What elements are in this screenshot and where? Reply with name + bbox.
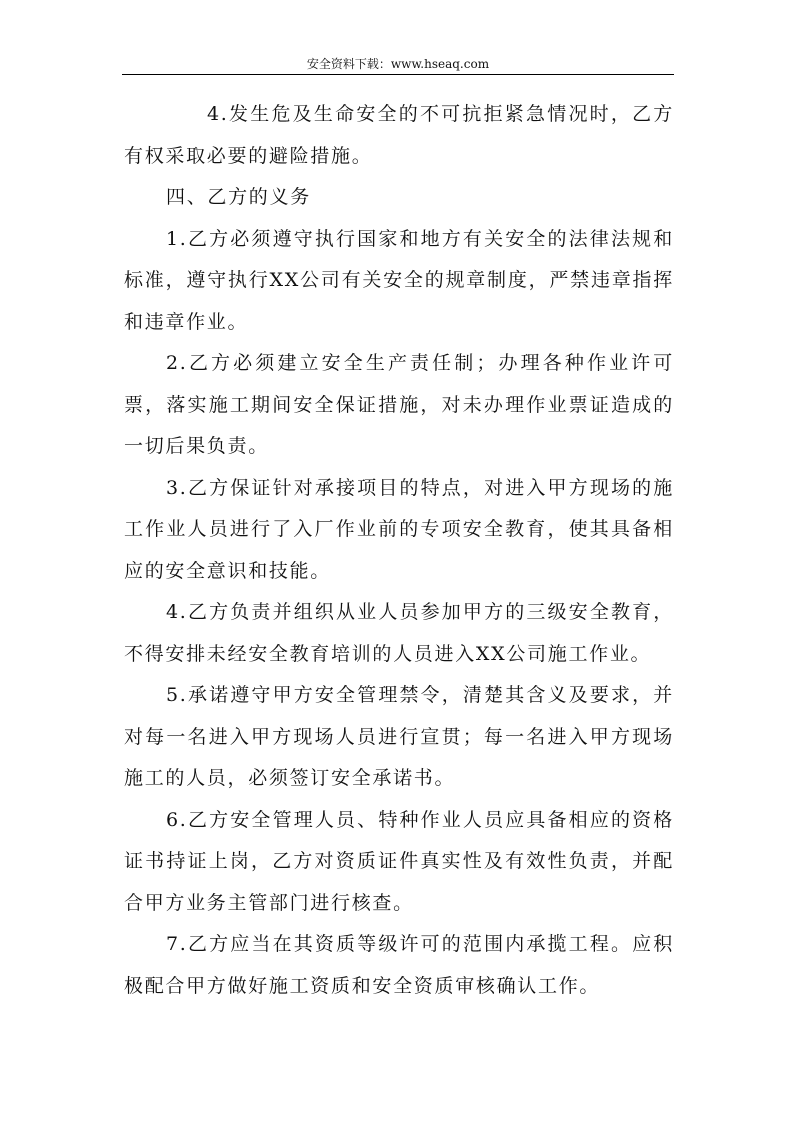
paragraph-b5-safety-commitment: 5.承诺遵守甲方安全管理禁令，清楚其含义及要求，并对每一名进入甲方现场人员进行宣贯；每一名进入甲方现场施工的人员，必须签订安全承诺书。 xyxy=(124,684,674,789)
paragraph-b2-responsibility-system: 2.乙方必须建立安全生产责任制；办理各种作业许可票，落实施工期间安全保证措施，对未办理作业票证造成的一切后果负责。 xyxy=(124,352,674,457)
paragraph-b7-qualification-scope: 7.乙方应当在其资质等级许可的范围内承揽工程。应积极配合甲方做好施工资质和安全资质审核确认工作。 xyxy=(124,933,674,997)
section-heading-party-b-obligations: 四、乙方的义务 xyxy=(166,186,311,208)
header-divider xyxy=(122,74,674,75)
document-body xyxy=(124,94,674,1007)
paragraph-b6-qualification-certificates: 6.乙方安全管理人员、特种作业人员应具备相应的资格证书持证上岗，乙方对资质证件真实性及有效性负责，并配合甲方业务主管部门进行核查。 xyxy=(124,808,674,914)
paragraph-b4-three-level-training: 4.乙方负责并组织从业人员参加甲方的三级安全教育，不得安排未经安全教育培训的人员进入XX公司施工作业。 xyxy=(124,601,674,665)
paragraph-b1-compliance: 1.乙方必须遵守执行国家和地方有关安全的法律法规和标准，遵守执行XX公司有关安全的规章制度，严禁违章指挥和违章作业。 xyxy=(124,227,674,333)
page-header: 安全资料下载：www.hseaq.com xyxy=(306,57,490,71)
paragraph-a4-emergency-rights: 4.发生危及生命安全的不可抗拒紧急情况时，乙方有权采取必要的避险措施。 xyxy=(124,103,674,167)
paragraph-b3-safety-education: 3.乙方保证针对承接项目的特点，对进入甲方现场的施工作业人员进行了入厂作业前的专项安全教育，使其具备相应的安全意识和技能。 xyxy=(124,476,674,582)
